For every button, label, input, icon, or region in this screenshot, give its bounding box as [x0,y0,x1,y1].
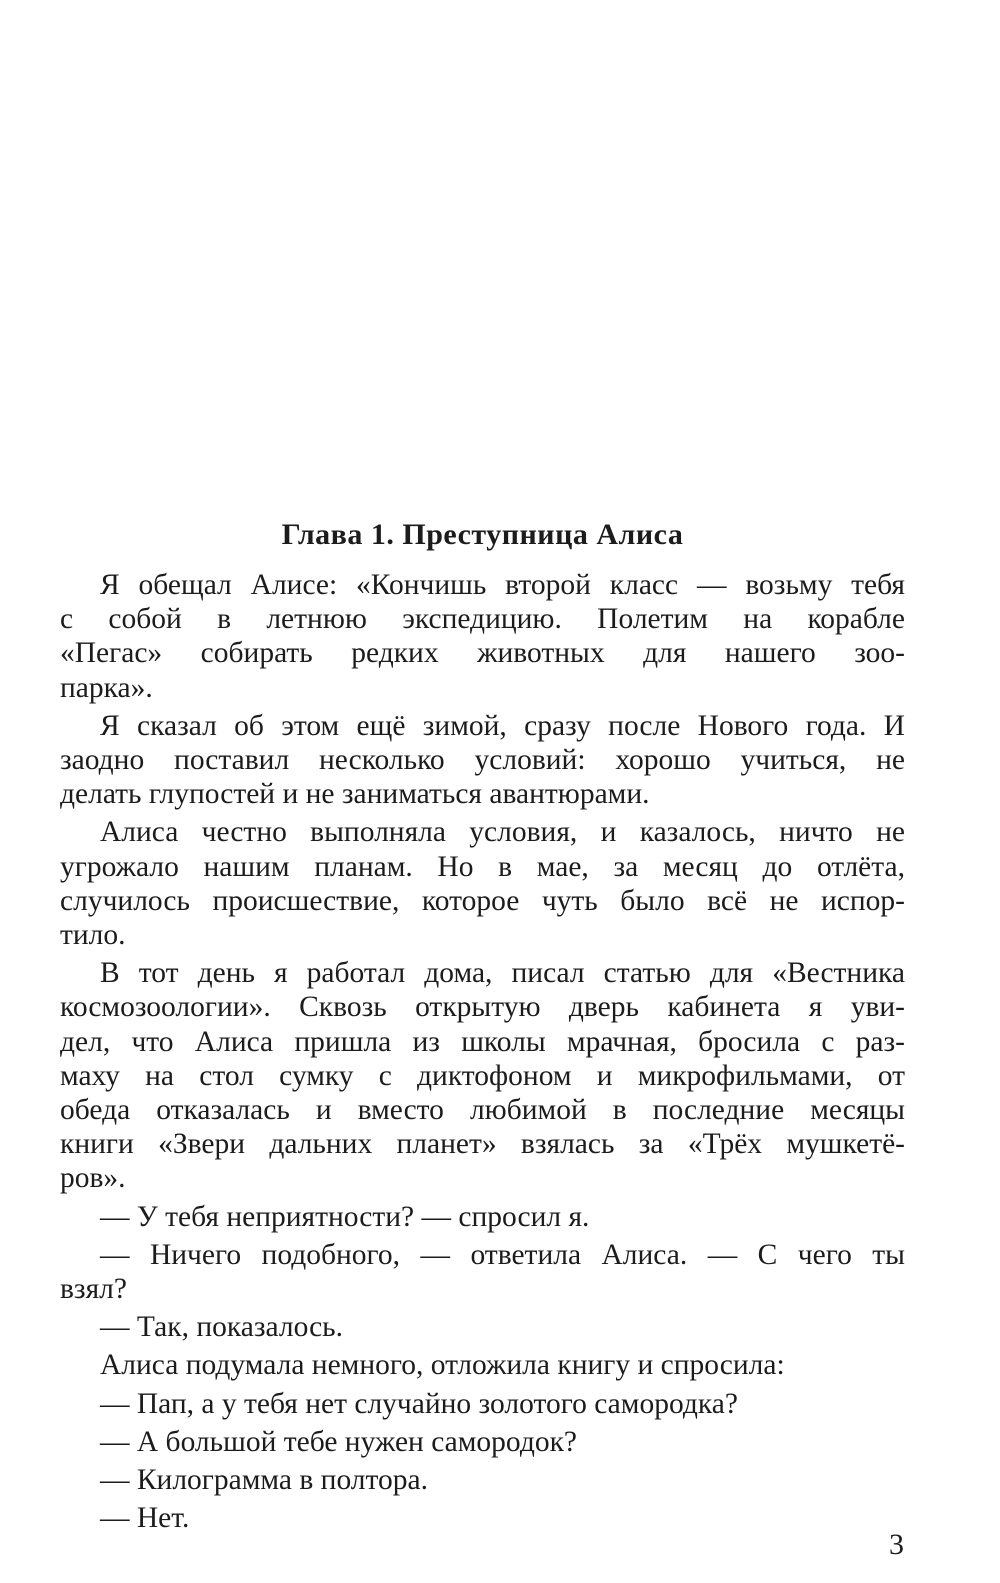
text-line: В тот день я работал дома, писал статью для «Вестника [100,957,905,990]
text-line: угрожало нашим планам. Но в мае, за месяц до отлёта, [60,850,905,883]
text-line: — Так, показалось. [100,1311,343,1344]
paragraph [60,815,905,952]
paragraph [60,1348,905,1382]
text-line: — У тебя неприятности? — спросил я. [100,1200,590,1233]
text-line: ров». [60,1162,126,1195]
paragraph [60,568,905,705]
chapter-title: Глава 1. Преступница Алиса [281,518,684,551]
paragraph [60,1425,905,1459]
text-line: делать глупостей и не заниматься авантюрами. [60,778,650,811]
text-line: Алиса честно выполняла условия, и казалось, ничто не [100,816,905,849]
text-line: Я обещал Алисе: «Кончишь второй класс — возьму тебя [100,569,905,601]
paragraph [60,1200,905,1234]
paragraph [60,1310,905,1344]
text-line: тило. [60,919,126,952]
text-line: космозоологии». Сквозь открытую дверь кабинета я уви- [60,991,905,1024]
text-line: Алиса подумала немного, отложила книгу и спросила: [100,1349,785,1382]
text-line: — А большой тебе нужен самородок? [100,1425,577,1458]
text-line: заодно поставил несколько условий: хорошо учиться, не [60,744,905,777]
text-line: книги «Звери дальних планет» взялась за «Трёх мушкетё- [60,1128,905,1161]
body-text [60,568,905,1539]
paragraph [60,709,905,812]
text-line: — Ничего подобного, — ответила Алиса. — С чего ты [100,1238,905,1271]
text-line: взял? [60,1273,127,1306]
text-line: «Пегас» собирать редких животных для нашего зоо- [60,637,905,670]
text-line: — Пап, а у тебя нет случайно золотого самородка? [100,1387,738,1420]
text-line: Я сказал об этом ещё зимой, сразу после Нового года. И [100,709,905,742]
text-line: маху на стол сумку с диктофоном и микрофильмами, от [60,1059,905,1092]
paragraph [60,1501,905,1535]
page-number: 3 [889,1528,904,1561]
paragraph [60,1463,905,1497]
text-line: парка». [60,671,153,704]
text-line: — Килограмма в полтора. [100,1464,429,1497]
paragraph [60,956,905,1195]
paragraph [60,1238,905,1306]
text-line: случилось происшествие, которое чуть было всё не испор- [60,884,905,917]
text-line: — Нет. [100,1502,190,1535]
text-line: обеда отказалась и вместо любимой в последние месяцы [60,1094,905,1127]
text-line: дел, что Алиса пришла из школы мрачная, бросила с раз- [60,1025,905,1058]
paragraph [60,1387,905,1421]
text-line: с собой в летнюю экспедицию. Полетим на корабле [60,603,905,636]
